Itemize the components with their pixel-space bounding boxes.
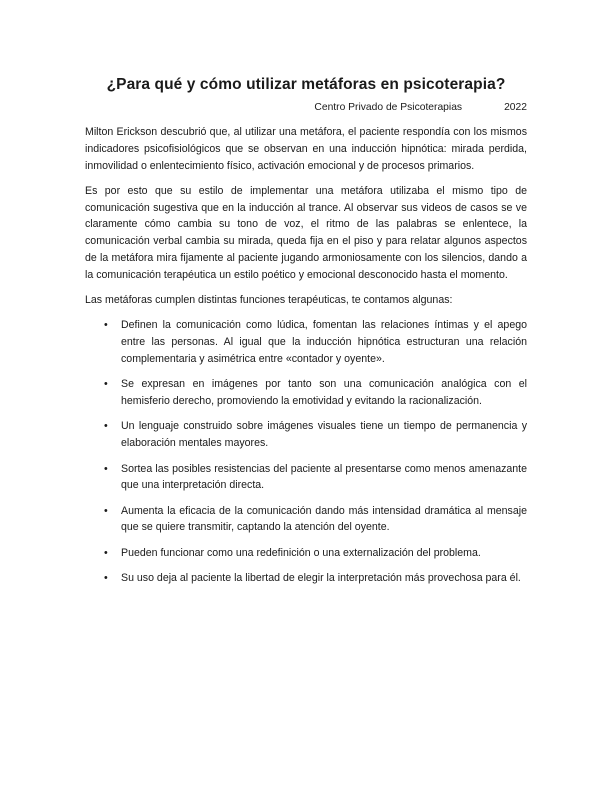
list-item (85, 376, 527, 410)
list-item (85, 461, 527, 495)
functions-list (85, 317, 527, 586)
bullet-icon: • (104, 378, 108, 391)
bullet-icon: • (104, 546, 108, 559)
bullet-icon: • (104, 572, 108, 585)
paragraph-style: Es por esto que su estilo de implementar una metáfora utilizaba el mismo tipo de comunicación sugestiva que en la inducción al trance. Al observar sus videos de casos se ve claramente cómo cambia su tono de voz, el ritmo de las palabras se enlentece, la comunicación verbal cambia su mirada, queda fija en el piso y para relatar algunos aspectos de la metáfora mira fijamente al paciente jugando armoniosamente con los silencios, dando a la comunicación terapéutica un estilo poético y emocional desconocido hasta el momento. (85, 184, 527, 281)
list-item (85, 545, 527, 562)
list-item-text: Pueden funcionar como una redefinición o una externalización del problema. (121, 546, 481, 559)
list-item-text: Se expresan en imágenes por tanto son una comunicación analógica con el hemisferio derecho, promoviendo la emotividad y evitando la racionalización. (121, 378, 527, 408)
bullet-icon: • (104, 420, 108, 433)
list-item (85, 317, 527, 367)
list-item-text: Definen la comunicación como lúdica, fomentan las relaciones íntimas y el apego entre las personas. Al igual que la inducción hipnótica estructuran una relación complementaria y asimétrica entre «contador y oyente». (121, 319, 527, 366)
bullet-icon: • (104, 462, 108, 475)
paragraph-functions-intro: Las metáforas cumplen distintas funciones terapéuticas, te contamos algunas: (85, 294, 453, 307)
document-title: ¿Para qué y cómo utilizar metáforas en psicoterapia? (106, 76, 506, 93)
organization-name: Centro Privado de Psicoterapias (314, 102, 463, 113)
list-item (85, 503, 527, 537)
paragraph-intro: Milton Erickson descubrió que, al utilizar una metáfora, el paciente respondía con los mismos indicadores psicofisiológicos que se observan en una inducción hipnótica: mirada perdida, inmovilidad o enlentecimiento físico, activación emocional y de procesos primarios. (85, 126, 527, 172)
bullet-icon: • (104, 504, 108, 517)
list-item-text: Un lenguaje construido sobre imágenes visuales tiene un tiempo de permanencia y elaboración mentales mayores. (121, 420, 527, 450)
document-header-meta (314, 102, 527, 113)
list-item (85, 418, 527, 452)
document-body (85, 124, 527, 595)
list-item-text: Su uso deja al paciente la libertad de elegir la interpretación más provechosa para él. (121, 572, 521, 585)
document-year: 2022 (504, 102, 527, 113)
list-item-text: Sortea las posibles resistencias del paciente al presentarse como menos amenazante que una interpretación directa. (121, 462, 527, 492)
bullet-icon: • (104, 319, 108, 332)
list-item-text: Aumenta la eficacia de la comunicación dando más intensidad dramática al mensaje que se quiere transmitir, captando la atención del oyente. (121, 504, 527, 534)
list-item (85, 570, 527, 587)
